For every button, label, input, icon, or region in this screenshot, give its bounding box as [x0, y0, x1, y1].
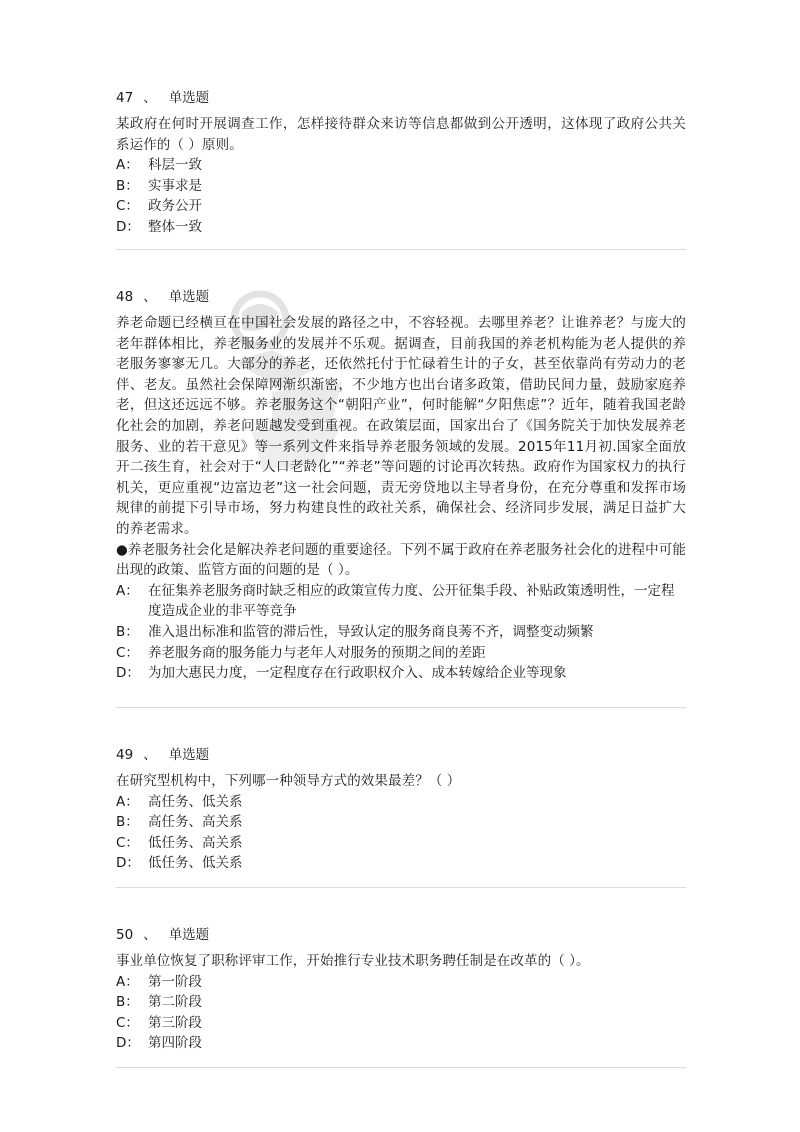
- option-key: B：: [116, 177, 139, 194]
- option-list: [116, 581, 686, 684]
- option-text: 低任务、低关系: [148, 855, 243, 872]
- question-stem: [116, 114, 686, 155]
- option-text: 养老服务商的服务能力与老年人对服务的预期之间的差距: [148, 644, 486, 661]
- option-b[interactable]: [116, 622, 686, 643]
- option-key: A：: [116, 157, 139, 174]
- option-c[interactable]: [116, 643, 686, 664]
- question-type: 单选题: [168, 289, 210, 305]
- question-divider: [116, 1067, 686, 1068]
- option-b[interactable]: [116, 812, 686, 833]
- option-a[interactable]: [116, 792, 686, 813]
- question-stem: [116, 951, 686, 972]
- option-list: [116, 792, 686, 874]
- question-stem: [116, 771, 686, 792]
- question-type: 单选题: [168, 747, 210, 763]
- question-47: [116, 88, 686, 238]
- option-key: A：: [116, 582, 139, 599]
- option-key: D：: [116, 218, 140, 235]
- question-header: 50 、 单选题: [116, 927, 210, 943]
- option-text: 第三阶段: [148, 1014, 202, 1031]
- option-list: [116, 972, 686, 1054]
- question-50: [116, 925, 686, 1054]
- option-text: 准入退出标准和监管的滞后性，导致认定的服务商良莠不齐，调整变动频繁: [148, 623, 594, 640]
- option-c[interactable]: [116, 196, 686, 217]
- option-text: 整体一致: [148, 218, 202, 235]
- question-divider: [116, 887, 686, 888]
- option-text: 第四阶段: [148, 1035, 202, 1052]
- option-text: 科层一致: [148, 157, 202, 174]
- option-a[interactable]: [116, 972, 686, 993]
- option-d[interactable]: [116, 663, 686, 684]
- question-49: [116, 745, 686, 874]
- question-number: 47: [116, 90, 134, 106]
- option-d[interactable]: [116, 853, 686, 874]
- option-text: 高任务、高关系: [148, 814, 243, 831]
- option-key: D：: [116, 1035, 140, 1052]
- question-stem: [116, 313, 686, 581]
- stem-paragraph: 养老命题已经横亘在中国社会发展的路径之中，不容轻视。去哪里养老？让谁养老？与庞大的老年群体相比，养老服务业的发展并不乐观。据调查，目前我国的养老机构能为老人提供的养老服务寥寥无几。大部分的养老，还依然托付于忙碌着生计的子女，甚至依靠尚有劳动力的老伴、老友。虽然社会保障网渐织渐密，不少地方也出台诸多政策，借助民间力量，鼓励家庭养老，但这还远远不够。养老服务这个“朝阳产业”，何时能解“夕阳焦虑”？近年，随着我国老龄化社会的加剧，养老问题越发受到重视。在政策层面，国家出台了《国务院关于加快发展养老服务、业的若干意见》等一系列文件来指导养老服务领域的发展。2015年11月初.国家全面放开二孩生育，社会对于“人口老龄化”“养老”等问题的讨论再次转热。政府作为国家权力的执行机关，更应重视“边富边老”这一社会问题，责无旁贷地以主导者身份，在充分尊重和发挥市场规律的前提下引导市场，努力构建良性的政社关系，确保社会、经济同步发展，满足日益扩大的养老需求。: [116, 315, 686, 537]
- option-text: 第二阶段: [148, 994, 202, 1011]
- option-c[interactable]: [116, 833, 686, 854]
- question-48: [116, 287, 686, 684]
- option-list: [116, 155, 686, 237]
- question-header: 49 、 单选题: [116, 747, 210, 763]
- option-b[interactable]: [116, 176, 686, 197]
- question-number: 50: [116, 927, 134, 943]
- question-number: 48: [116, 289, 134, 305]
- stem-paragraph: ●养老服务社会化是解决养老问题的重要途径。下列不属于政府在养老服务社会化的进程中可能出现的政策、监管方面的问题的是（ ）。: [116, 541, 686, 579]
- option-key: B：: [116, 623, 139, 640]
- option-key: B：: [116, 994, 139, 1011]
- option-a[interactable]: [116, 581, 686, 622]
- option-d[interactable]: [116, 217, 686, 238]
- option-key: C：: [116, 644, 139, 661]
- option-key: C：: [116, 198, 139, 215]
- stem-paragraph: 某政府在何时开展调查工作，怎样接待群众来访等信息都做到公开透明，这体现了政府公共关系运作的（ ）原则。: [116, 116, 686, 153]
- option-b[interactable]: [116, 992, 686, 1013]
- option-a[interactable]: [116, 155, 686, 176]
- option-key: A：: [116, 973, 139, 990]
- option-text: 为加大惠民力度，一定程度存在行政职权介入、成本转嫁给企业等现象: [148, 665, 567, 682]
- stem-paragraph: 在研究型机构中，下列哪一种领导方式的效果最差？（ ）: [116, 773, 461, 789]
- option-text: 高任务、低关系: [148, 793, 243, 810]
- stem-paragraph: 事业单位恢复了职称评审工作，开始推行专业技术职务聘任制是在改革的（ ）。: [116, 953, 590, 969]
- question-header: 48 、 单选题: [116, 289, 210, 305]
- option-d[interactable]: [116, 1033, 686, 1054]
- option-text: 低任务、高关系: [148, 834, 243, 851]
- question-header: 47 、 单选题: [116, 90, 210, 106]
- option-key: D：: [116, 665, 140, 682]
- question-type: 单选题: [168, 927, 210, 943]
- option-key: A：: [116, 793, 139, 810]
- option-c[interactable]: [116, 1013, 686, 1034]
- question-divider: [116, 707, 686, 708]
- option-text: 第一阶段: [148, 973, 202, 990]
- question-number: 49: [116, 747, 134, 763]
- question-type: 单选题: [168, 90, 210, 106]
- option-key: C：: [116, 834, 139, 851]
- option-text: 在征集养老服务商时缺乏相应的政策宣传力度、公开征集手段、补贴政策透明性，一定程度造成企业的非平等竞争: [148, 582, 675, 620]
- option-text: 政务公开: [148, 198, 202, 215]
- option-key: C：: [116, 1014, 139, 1031]
- option-key: D：: [116, 855, 140, 872]
- option-text: 实事求是: [148, 177, 202, 194]
- question-divider: [116, 249, 686, 250]
- option-key: B：: [116, 814, 139, 831]
